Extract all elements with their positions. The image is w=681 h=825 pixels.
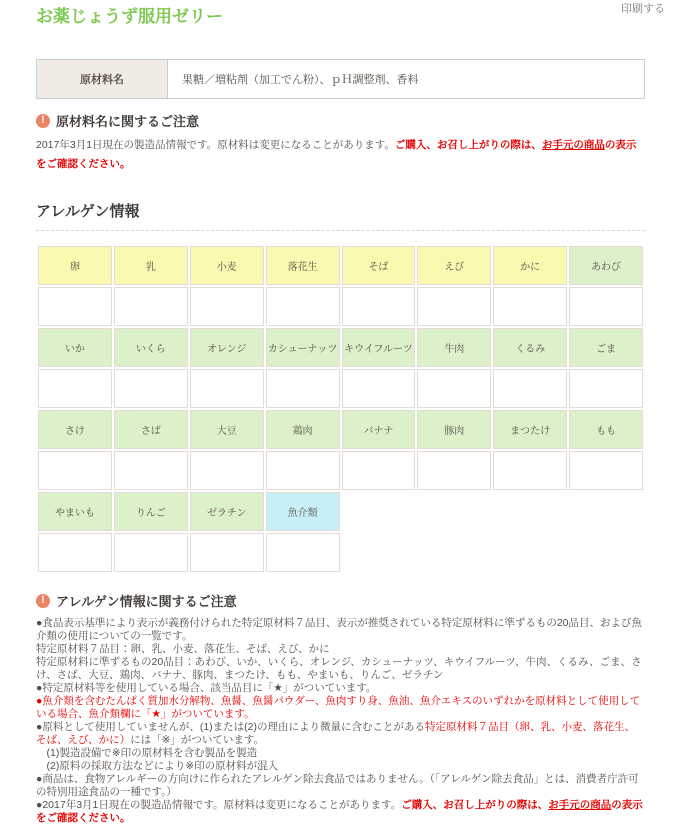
allergen-label-cell: 小麦 xyxy=(190,246,264,285)
note-text: 特定原材料に準ずるもの20品目：あわび、いか、いくら、オレンジ、カシューナッツ、キウイフルーツ、牛肉、くるみ、ごま、さけ、さば、大豆、鶏肉、バナナ、豚肉、まつたけ、もも、やまいも、りんご、ゼラチン xyxy=(36,656,642,682)
allergen-value-cell xyxy=(569,369,643,408)
allergen-label-cell: さば xyxy=(114,410,188,449)
allergen-label-cell: もも xyxy=(569,410,643,449)
allergen-label-cell: 豚肉 xyxy=(417,410,491,449)
allergen-label-cell: やまいも xyxy=(38,492,112,531)
allergen-value-cell xyxy=(493,287,567,326)
allergen-label-row xyxy=(38,328,643,367)
note-text-red: ご購入、お召し上がりの際は、 xyxy=(401,799,549,812)
notice-text-red-prefix: ご購入、お召し上がりの際は、 xyxy=(394,139,542,152)
allergen-value-cell xyxy=(266,369,340,408)
allergen-label-cell: 落花生 xyxy=(266,246,340,285)
allergen-value-cell xyxy=(190,287,264,326)
note-text: (1)製造設備で※印の原材料を含む製品を製造 xyxy=(36,747,258,760)
note-text: には「※」がついています。 xyxy=(130,734,265,747)
allergen-label-row xyxy=(38,246,643,285)
note-line xyxy=(36,799,645,825)
page-title: お薬じょうず服用ゼリー xyxy=(36,7,223,26)
ingredient-table-value: 果糖／増粘剤（加工でん粉）、ｐＨ調整剤、香料 xyxy=(168,60,645,99)
allergen-value-row xyxy=(38,369,643,408)
allergen-label-row xyxy=(38,492,643,531)
allergen-label-cell: 魚介類 xyxy=(266,492,340,531)
allergen-value-cell xyxy=(38,533,112,572)
note-line xyxy=(36,643,645,656)
allergen-value-cell xyxy=(190,369,264,408)
note-text-red: 特定原材料７品目（卵、乳、小麦、落花生、そば、えび、かに） xyxy=(36,721,636,747)
allergen-label-cell: バナナ xyxy=(342,410,416,449)
note-text-red: の表示をご確認ください。 xyxy=(36,799,643,825)
note-text: ●特定原材料等を使用している場合、該当品目に「★」がついています。 xyxy=(36,682,377,695)
allergen-label-cell: いか xyxy=(38,328,112,367)
note-line xyxy=(36,617,645,643)
allergen-label-cell: くるみ xyxy=(493,328,567,367)
note-line xyxy=(36,760,645,773)
note-line xyxy=(36,721,645,747)
print-link[interactable]: 印刷する xyxy=(621,3,665,15)
allergen-label-cell: えび xyxy=(417,246,491,285)
notice-text-plain: 2017年3月1日現在の製造品情報です。原材料は変更になることがあります。 xyxy=(36,139,395,152)
allergen-label-cell: かに xyxy=(493,246,567,285)
allergen-value-cell xyxy=(493,369,567,408)
allergen-label-cell: 大豆 xyxy=(190,410,264,449)
ingredient-table-header: 原材料名 xyxy=(37,60,168,99)
allergen-value-cell xyxy=(190,533,264,572)
note-text: (2)原料の採取方法などにより※印の原材料が混入 xyxy=(36,760,279,773)
allergen-value-cell xyxy=(190,451,264,490)
allergen-value-cell xyxy=(38,369,112,408)
allergen-value-cell xyxy=(342,451,416,490)
allergen-value-row xyxy=(38,533,643,572)
allergen-label-cell: ごま xyxy=(569,328,643,367)
allergen-value-cell xyxy=(493,451,567,490)
product-label-link[interactable]: お手元の商品 xyxy=(541,139,605,152)
note-text: ●商品は、食物アレルギーの方向けに作られたアレルゲン除去食品ではありません。（「アレルゲン除去食品」とは、消費者庁許可の特別用途食品の一種です。） xyxy=(36,773,639,799)
allergen-value-cell xyxy=(38,287,112,326)
ingredient-table-row xyxy=(37,60,645,99)
allergen-value-cell xyxy=(266,533,340,572)
allergen-value-cell xyxy=(266,287,340,326)
ingredient-table xyxy=(36,59,645,99)
exclamation-circle-icon: ! xyxy=(36,114,50,128)
exclamation-circle-icon: ! xyxy=(36,594,50,608)
allergen-label-cell: あわび xyxy=(569,246,643,285)
ingredient-notice-heading xyxy=(36,111,645,130)
notice-text-red-suffix: の表示をご確認ください。 xyxy=(36,139,637,171)
allergen-value-cell xyxy=(342,369,416,408)
note-text: ●2017年3月1日現在の製造品情報です。原材料は変更になることがあります。 xyxy=(36,799,402,812)
allergen-value-cell xyxy=(266,451,340,490)
allergen-value-cell xyxy=(114,369,188,408)
allergen-label-row xyxy=(38,410,643,449)
note-text-red[interactable]: お手元の商品 xyxy=(548,799,612,812)
allergen-value-cell xyxy=(114,287,188,326)
allergen-value-row xyxy=(38,451,643,490)
allergen-label-cell: いくら xyxy=(114,328,188,367)
allergen-value-cell xyxy=(342,287,416,326)
ingredient-notice-title: 原材料名に関するご注意 xyxy=(56,114,200,130)
allergen-value-cell xyxy=(417,369,491,408)
note-line xyxy=(36,695,645,721)
allergen-label-cell: りんご xyxy=(114,492,188,531)
note-text: 特定原材料７品目：卵、乳、小麦、落花生、そば、えび、かに xyxy=(36,643,330,656)
note-line xyxy=(36,773,645,799)
allergen-notice-heading xyxy=(36,591,645,610)
allergen-label-cell: キウイフルーツ xyxy=(342,328,416,367)
allergen-label-cell: 鶏肉 xyxy=(266,410,340,449)
allergen-notice-notes xyxy=(36,617,645,825)
product-allergen-page xyxy=(0,3,681,825)
ingredient-notice-text xyxy=(36,136,645,174)
allergen-value-row xyxy=(38,287,643,326)
allergen-section-heading: アレルゲン情報 xyxy=(36,200,645,231)
allergen-label-cell: オレンジ xyxy=(190,328,264,367)
allergen-notice-title: アレルゲン情報に関するご注意 xyxy=(56,594,237,610)
allergen-value-cell xyxy=(417,451,491,490)
allergen-value-cell xyxy=(38,451,112,490)
note-line xyxy=(36,682,645,695)
allergen-table xyxy=(36,244,645,574)
allergen-label-cell: 乳 xyxy=(114,246,188,285)
allergen-value-cell xyxy=(417,287,491,326)
allergen-label-cell: ゼラチン xyxy=(190,492,264,531)
allergen-label-cell: そば xyxy=(342,246,416,285)
note-text-red: ●魚介類を含むたんぱく質加水分解物、魚醤、魚醤パウダー、魚肉すり身、魚油、魚介エキスのいずれかを原材料として使用している場合、魚介類欄に「★」がついています。 xyxy=(36,695,641,721)
allergen-value-cell xyxy=(114,451,188,490)
allergen-label-cell: さけ xyxy=(38,410,112,449)
allergen-value-cell xyxy=(569,451,643,490)
allergen-value-cell xyxy=(114,533,188,572)
allergen-label-cell: まつたけ xyxy=(493,410,567,449)
allergen-label-cell: 卵 xyxy=(38,246,112,285)
note-text: ●原料として使用していませんが、(1)または(2)の理由により微量に含むことがある xyxy=(36,721,426,734)
allergen-label-cell: カシューナッツ xyxy=(266,328,340,367)
note-line xyxy=(36,656,645,682)
allergen-label-cell: 牛肉 xyxy=(417,328,491,367)
note-line xyxy=(36,747,645,760)
note-text: ●食品表示基準により表示が義務付けられた特定原材料７品目、表示が推奨されている特定原材料に準ずるもの20品目、および魚介類の使用についての一覧です。 xyxy=(36,617,643,643)
allergen-value-cell xyxy=(569,287,643,326)
